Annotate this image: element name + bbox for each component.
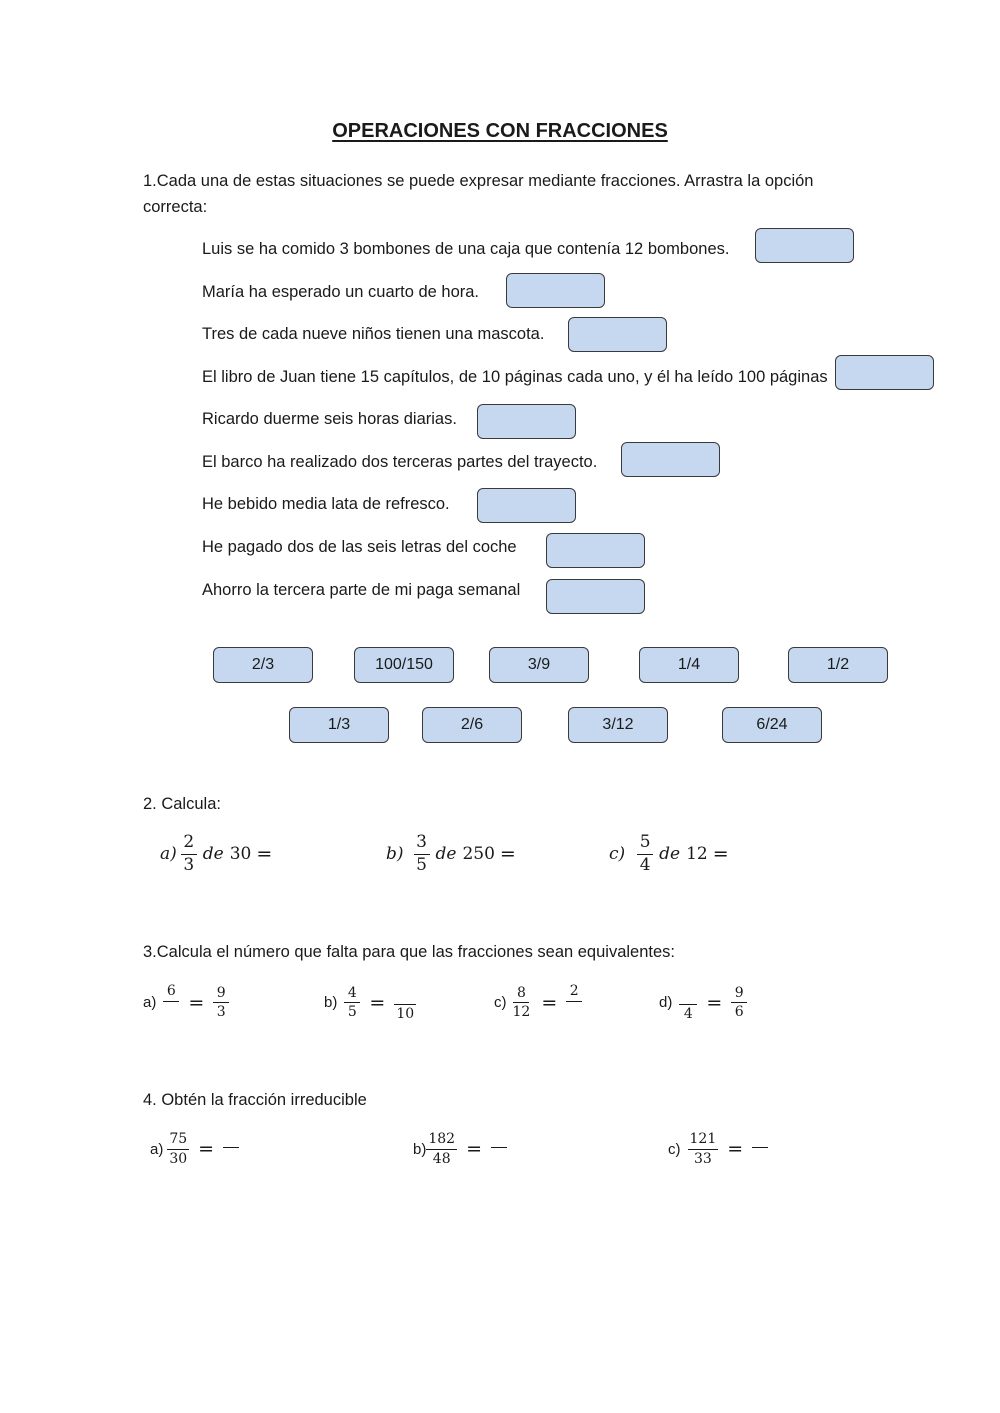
denominator: 3 <box>183 854 195 875</box>
answer-blank[interactable] <box>752 1147 768 1148</box>
situation-2: María ha esperado un cuarto de hora. <box>202 283 480 301</box>
option-chip[interactable]: 6/24 <box>722 707 822 743</box>
numerator: 9 <box>213 986 229 1004</box>
drop-zone-5[interactable] <box>477 404 576 439</box>
ex3-item-c: c) $\frac{8}{12}$ = 2 <box>494 984 586 1022</box>
drop-zone-1[interactable] <box>755 228 854 263</box>
ex4-item-a: a) $\frac{75}{30}$ = <box>150 1132 243 1166</box>
denominator: 5 <box>416 854 427 875</box>
fraction-right <box>394 984 416 1022</box>
denominator: 30 <box>169 1150 188 1167</box>
answer-blank[interactable] <box>491 1147 507 1148</box>
situation-3: Tres de cada nueve niños tienen una mascota. <box>202 325 545 343</box>
drop-zone-7[interactable] <box>477 488 576 523</box>
denominator: 5 <box>347 1004 357 1021</box>
page-title: OPERACIONES CON FRACCIONES <box>332 120 668 142</box>
fraction <box>637 834 653 875</box>
fraction <box>414 834 430 875</box>
numerator-blank[interactable] <box>679 984 697 1005</box>
item-label: d) <box>659 994 673 1012</box>
ex3-item-d: d) 4 = $\frac{9}{6}$ <box>659 984 751 1022</box>
denominator: 4 <box>683 1006 693 1022</box>
item-label: c) <box>668 1140 681 1158</box>
fraction-left <box>163 984 179 1022</box>
ex3-item-a: a) 6 = $\frac{9}{3}$ <box>143 984 233 1022</box>
fraction-right <box>566 984 582 1022</box>
fraction-right <box>213 986 229 1020</box>
denominator: 4 <box>639 854 651 875</box>
situation-6: El barco ha realizado dos terceras partes del trayecto. <box>202 453 598 471</box>
option-chip[interactable]: 2/3 <box>213 647 313 683</box>
numerator: 75 <box>167 1132 189 1150</box>
situation-4: El libro de Juan tiene 15 capítulos, de 10 páginas cada uno, y él ha leído 100 páginas <box>202 368 828 386</box>
operand: 250 <box>462 844 495 865</box>
ex2-item-c <box>609 834 734 875</box>
item-label: b) <box>386 844 404 865</box>
numerator: 2 <box>566 984 582 1002</box>
ex3-item-b: b) $\frac{4}{5}$ = 10 <box>324 984 420 1022</box>
drop-zone-9[interactable] <box>546 579 645 614</box>
item-label: c) <box>609 844 626 865</box>
option-chip[interactable]: 3/12 <box>568 707 668 743</box>
fraction-left <box>344 986 360 1020</box>
numerator: 182 <box>426 1132 457 1150</box>
ex4-item-c: c) $\frac{121}{33}$ = <box>668 1132 772 1166</box>
numerator: 9 <box>731 986 747 1004</box>
numerator: 5 <box>637 834 653 855</box>
situation-9: Ahorro la tercera parte de mi paga semanal <box>202 581 521 599</box>
equals-sign: = <box>499 843 516 866</box>
numerator: 2 <box>181 834 197 855</box>
numerator: 3 <box>414 834 430 855</box>
exercise-2-heading: 2. Calcula: <box>143 795 221 813</box>
fraction-left <box>679 984 697 1022</box>
situation-5: Ricardo duerme seis horas diarias. <box>202 410 457 428</box>
equals-sign: = <box>256 843 273 866</box>
drop-zone-4[interactable] <box>835 355 934 390</box>
denominator-blank[interactable] <box>163 1002 179 1022</box>
option-chip[interactable]: 1/3 <box>289 707 389 743</box>
fraction <box>426 1132 457 1166</box>
option-chip[interactable]: 100/150 <box>354 647 454 683</box>
word-de: de <box>202 844 224 865</box>
denominator: 10 <box>396 1006 415 1022</box>
operand: 12 <box>686 844 708 865</box>
numerator: 6 <box>163 984 179 1002</box>
fraction <box>688 1132 719 1166</box>
denominator: 33 <box>693 1150 712 1167</box>
exercise-3-heading: 3.Calcula el número que falta para que las fracciones sean equivalentes: <box>143 943 675 961</box>
option-chip[interactable]: 1/4 <box>639 647 739 683</box>
word-de: de <box>659 844 681 865</box>
denominator: 12 <box>512 1004 531 1021</box>
item-label: c) <box>494 994 507 1012</box>
denominator-blank[interactable] <box>566 1002 582 1022</box>
fraction <box>181 834 197 875</box>
option-chip[interactable]: 3/9 <box>489 647 589 683</box>
exercise-1-instruction: 1.Cada una de estas situaciones se puede expresar mediante fracciones. Arrastra la opción correcta: <box>143 172 814 216</box>
fraction <box>167 1132 189 1166</box>
operand: 30 <box>229 844 252 865</box>
answer-blank[interactable] <box>223 1147 239 1148</box>
item-label: a) <box>143 994 157 1012</box>
situation-8: He pagado dos de las seis letras del coche <box>202 538 517 556</box>
numerator: 8 <box>513 986 529 1004</box>
fraction-left <box>511 986 533 1020</box>
item-label: a) <box>160 844 177 865</box>
option-chip[interactable]: 2/6 <box>422 707 522 743</box>
ex4-item-b: b) $\frac{182}{48}$ = <box>413 1132 511 1166</box>
situation-1: Luis se ha comido 3 bombones de una caja que contenía 12 bombones. <box>202 240 730 258</box>
ex2-item-a <box>160 834 277 875</box>
word-de: de <box>435 844 457 865</box>
denominator: 6 <box>734 1004 744 1021</box>
denominator: 3 <box>216 1004 226 1021</box>
denominator: 48 <box>432 1150 451 1167</box>
ex2-item-b <box>386 834 521 875</box>
numerator-blank[interactable] <box>394 984 416 1005</box>
exercise-4-heading: 4. Obtén la fracción irreducible <box>143 1091 367 1109</box>
item-label: a) <box>150 1140 164 1158</box>
situation-7: He bebido media lata de refresco. <box>202 495 450 513</box>
item-label: b) <box>324 994 338 1012</box>
drop-zone-8[interactable] <box>546 533 645 568</box>
option-chip[interactable]: 1/2 <box>788 647 888 683</box>
drop-zone-3[interactable] <box>568 317 667 352</box>
equals-sign: = <box>712 843 729 866</box>
numerator: 4 <box>344 986 360 1004</box>
numerator: 121 <box>688 1132 719 1150</box>
item-label: b) <box>413 1140 427 1158</box>
fraction-right <box>731 986 747 1020</box>
drop-zone-2[interactable] <box>506 273 605 308</box>
drop-zone-6[interactable] <box>621 442 720 477</box>
